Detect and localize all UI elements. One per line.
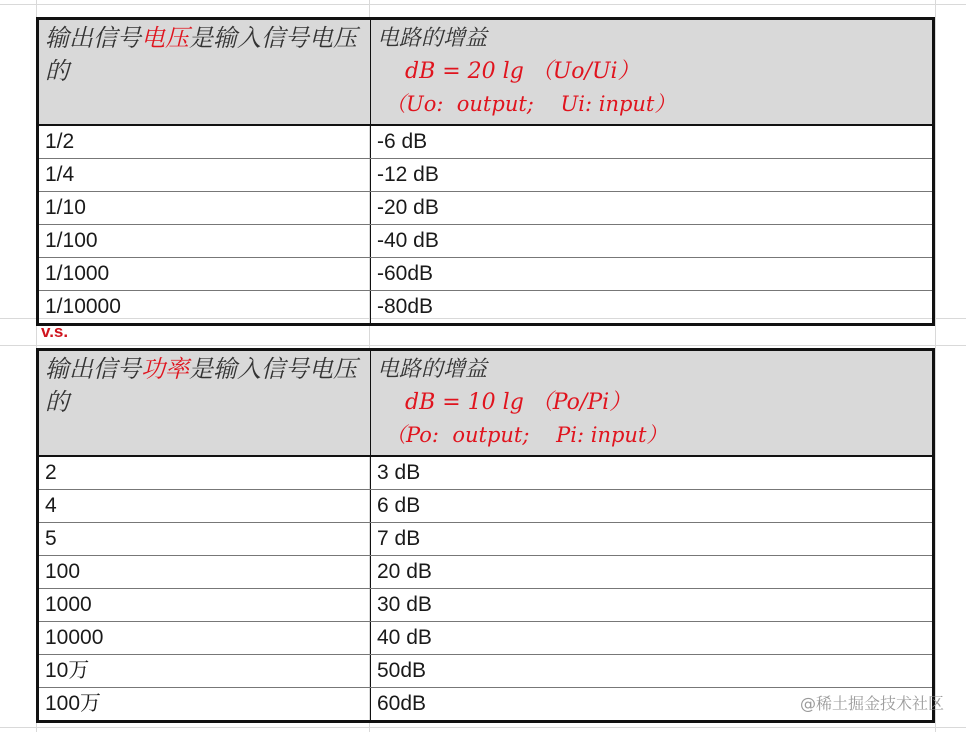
ratio-cell: 4: [39, 490, 371, 522]
grid-line: [0, 727, 966, 728]
voltage-gain-table: [36, 17, 935, 326]
gain-cell: 30 dB: [377, 593, 432, 616]
ratio-cell: 100万: [39, 688, 371, 720]
header-gain-cell: [371, 20, 932, 124]
power-gain-table: [36, 348, 935, 723]
table-row: [39, 290, 932, 323]
table-row: [39, 126, 932, 158]
table-row: [39, 687, 932, 720]
formula-note: （Uo: output; Ui: input）: [385, 92, 676, 116]
versus-label: v.s.: [41, 322, 69, 341]
header-ratio-cell: [39, 20, 371, 124]
gain-title: 电路的增益: [377, 26, 488, 51]
table-row: [39, 654, 932, 687]
gain-cell: 60dB: [377, 692, 427, 715]
ratio-cell: 1000: [39, 589, 371, 621]
header-text: 输出信号: [45, 355, 141, 383]
ratio-cell: 1/100: [39, 225, 371, 257]
table-body: [39, 457, 932, 720]
table-row: [39, 588, 932, 621]
gain-cell: -6 dB: [377, 130, 428, 153]
gain-cell: 40 dB: [377, 626, 432, 649]
table-row: [39, 621, 932, 654]
ratio-cell: 100: [39, 556, 371, 588]
gain-cell: 20 dB: [377, 560, 432, 583]
watermark: @稀土掘金技术社区: [799, 694, 944, 713]
header-text: 是输入信号电压的: [45, 24, 357, 85]
header-ratio-cell: [39, 351, 371, 455]
table-row: [39, 555, 932, 588]
gain-cell: -40 dB: [377, 229, 439, 252]
header-text: 是输入信号电压的: [45, 355, 357, 416]
table-row: [39, 158, 932, 191]
gain-cell: -80dB: [377, 295, 434, 318]
ratio-cell: 1/1000: [39, 258, 371, 290]
grid-line: [935, 0, 936, 732]
table-row: [39, 457, 932, 489]
ratio-cell: 2: [39, 457, 371, 489]
gain-cell: 7 dB: [377, 527, 421, 550]
ratio-cell: 5: [39, 523, 371, 555]
ratio-cell: 1/4: [39, 159, 371, 191]
gain-formula: dB = 20 lg （Uo/Ui）: [405, 59, 640, 84]
grid-line: [0, 4, 966, 5]
table-row: [39, 191, 932, 224]
gain-cell: -12 dB: [377, 163, 439, 186]
header-emphasis: 电压: [141, 24, 189, 52]
table-row: [39, 489, 932, 522]
table-header: [39, 20, 932, 126]
gain-title: 电路的增益: [377, 357, 488, 382]
table-header: [39, 351, 932, 457]
ratio-cell: 1/10: [39, 192, 371, 224]
gain-cell: 6 dB: [377, 494, 421, 517]
gain-cell: -60dB: [377, 262, 434, 285]
ratio-cell: 10万: [39, 655, 371, 687]
header-gain-cell: [371, 351, 932, 455]
table-row: [39, 224, 932, 257]
grid-line: [0, 345, 966, 346]
table-row: [39, 522, 932, 555]
gain-cell: -20 dB: [377, 196, 439, 219]
header-emphasis: 功率: [141, 355, 189, 383]
gain-cell: 3 dB: [377, 461, 421, 484]
ratio-cell: 10000: [39, 622, 371, 654]
table-row: [39, 257, 932, 290]
gain-cell: 50dB: [377, 659, 427, 682]
formula-note: （Po: output; Pi: input）: [385, 423, 668, 447]
gain-formula: dB = 10 lg （Po/Pi）: [405, 390, 632, 415]
ratio-cell: 1/10000: [39, 291, 371, 323]
header-text: 输出信号: [45, 24, 141, 52]
ratio-cell: 1/2: [39, 126, 371, 158]
table-body: [39, 126, 932, 323]
